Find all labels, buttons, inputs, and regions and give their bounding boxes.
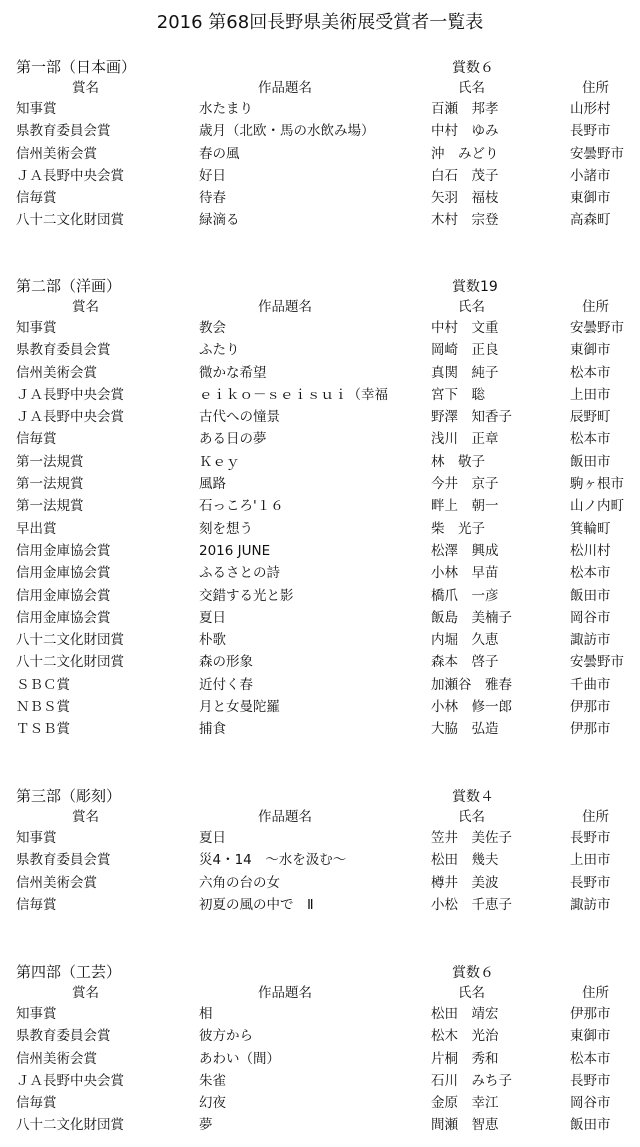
header-name: 氏名: [458, 985, 485, 1001]
table-row: [0, 495, 640, 517]
award-name: 信州美術会賞: [16, 145, 97, 162]
table-row: [0, 1092, 640, 1114]
table-row: [0, 120, 640, 142]
recipient-city: 安曇野市: [570, 320, 624, 336]
recipient-name: 浅川 正章: [431, 431, 499, 448]
table-row: [0, 1025, 640, 1047]
work-title: 相: [199, 1006, 213, 1022]
award-name: 知事賞: [16, 320, 57, 336]
work-title: あわい（間）: [199, 1050, 280, 1067]
work-title: 森の形象: [199, 654, 253, 671]
recipient-city: 伊那市: [570, 1006, 611, 1022]
table-row: [0, 165, 640, 187]
header-work: 作品題名: [258, 299, 312, 315]
column-headers: [0, 297, 640, 317]
table-row: [0, 849, 640, 871]
work-title: 災4・14 ～水を汲む～: [199, 852, 347, 869]
section-header: [0, 56, 640, 78]
work-title: 夏日: [199, 609, 226, 626]
column-headers: [0, 807, 640, 827]
recipient-name: 柴 光子: [431, 520, 485, 537]
work-title: 近付く春: [199, 676, 253, 693]
work-title: 教会: [199, 320, 226, 336]
recipient-name: 森本 啓子: [431, 654, 499, 671]
recipient-city: 諏訪市: [570, 632, 611, 649]
header-award: 賞名: [72, 80, 99, 96]
recipient-city: 松本市: [570, 364, 611, 381]
section-name: 第三部（彫刻）: [16, 787, 122, 805]
award-name: 県教育委員会賞: [16, 1028, 111, 1045]
work-title: 初夏の風の中で Ⅱ: [199, 896, 314, 913]
recipient-city: 東御市: [570, 1028, 611, 1045]
recipient-city: 松本市: [570, 1050, 611, 1067]
header-award: 賞名: [72, 809, 99, 825]
work-title: Ｋｅｙ: [199, 453, 240, 470]
work-title: 六角の台の女: [199, 874, 280, 891]
table-row: [0, 1114, 640, 1136]
recipient-city: 東御市: [570, 342, 611, 359]
recipient-city: 岡谷市: [570, 1095, 611, 1112]
work-title: ふるさとの詩: [199, 565, 280, 582]
table-row: [0, 1070, 640, 1092]
award-name: 信毎賞: [16, 896, 57, 913]
recipient-city: 飯田市: [570, 587, 611, 604]
recipient-name: 片桐 秀和: [431, 1050, 499, 1067]
work-title: 夏日: [199, 830, 226, 846]
recipient-name: 矢羽 福枝: [431, 190, 499, 207]
work-title: 古代への憧景: [199, 409, 280, 426]
header-city: 住所: [582, 809, 609, 825]
work-title: 好日: [199, 167, 226, 184]
header-name: 氏名: [458, 299, 485, 315]
award-name: 信州美術会賞: [16, 364, 97, 381]
recipient-city: 東御市: [570, 190, 611, 207]
table-row: [0, 651, 640, 673]
table-row: [0, 607, 640, 629]
table-row: [0, 718, 640, 740]
recipient-name: 松澤 興成: [431, 542, 499, 559]
recipient-name: 石川 みち子: [431, 1072, 512, 1089]
work-title: 水たまり: [199, 101, 253, 117]
award-name: 信毎賞: [16, 1095, 57, 1112]
recipient-name: 笠井 美佐子: [431, 830, 512, 846]
header-city: 住所: [582, 299, 609, 315]
award-section: [0, 56, 640, 232]
recipient-name: 小松 千恵子: [431, 896, 512, 913]
recipient-name: 畔上 朝一: [431, 498, 499, 515]
header-work: 作品題名: [258, 809, 312, 825]
award-name: 信州美術会賞: [16, 874, 97, 891]
table-row: [0, 562, 640, 584]
recipient-city: 長野市: [570, 1072, 611, 1089]
award-name: 知事賞: [16, 101, 57, 117]
recipient-name: 今井 京子: [431, 476, 499, 493]
recipient-city: 上田市: [570, 386, 611, 403]
page-title: 2016 第68回長野県美術展受賞者一覧表: [156, 12, 484, 33]
recipient-name: 中村 ゆみ: [431, 123, 499, 140]
recipient-city: 松川村: [570, 542, 611, 559]
recipient-name: 金原 幸江: [431, 1095, 499, 1112]
recipient-city: 伊那市: [570, 699, 611, 716]
recipient-name: 飯島 美楠子: [431, 609, 512, 626]
award-name: ＴＳＢ賞: [16, 721, 70, 738]
recipient-name: 沖 みどり: [431, 145, 499, 162]
recipient-name: 松木 光治: [431, 1028, 499, 1045]
award-name: 県教育委員会賞: [16, 852, 111, 869]
work-title: 緑滴る: [199, 212, 240, 229]
recipient-city: 駒ヶ根市: [570, 476, 624, 493]
award-name: 早出賞: [16, 520, 57, 537]
header-award: 賞名: [72, 985, 99, 1001]
work-title: 2016 JUNE: [199, 542, 271, 559]
work-title: 歳月（北欧・馬の水飲み場）: [199, 123, 375, 140]
award-section: [0, 785, 640, 916]
table-row: [0, 696, 640, 718]
header-work: 作品題名: [258, 985, 312, 1001]
award-name: ＪＡ長野中央会賞: [16, 1072, 124, 1089]
table-row: [0, 384, 640, 406]
table-row: [0, 674, 640, 696]
work-title: 待春: [199, 190, 226, 207]
table-row: [0, 629, 640, 651]
award-name: 信州美術会賞: [16, 1050, 97, 1067]
table-row: [0, 339, 640, 361]
award-name: 第一法規賞: [16, 476, 84, 493]
award-name: ＪＡ長野中央会賞: [16, 409, 124, 426]
work-title: 交錯する光と影: [199, 587, 294, 604]
recipient-city: 長野市: [570, 830, 611, 846]
header-name: 氏名: [458, 80, 485, 96]
award-name: 信用金庫協会賞: [16, 587, 111, 604]
award-name: 知事賞: [16, 830, 57, 846]
table-row: [0, 451, 640, 473]
work-title: ｅｉｋｏ－ｓｅｉｓｕｉ（幸福: [199, 386, 388, 403]
header-city: 住所: [582, 985, 609, 1001]
header-city: 住所: [582, 80, 609, 96]
table-row: [0, 540, 640, 562]
recipient-name: 宮下 聡: [431, 386, 485, 403]
award-name: 八十二文化財団賞: [16, 632, 124, 649]
recipient-name: 間瀬 智恵: [431, 1117, 499, 1134]
table-row: [0, 187, 640, 209]
work-title: ある日の夢: [199, 431, 267, 448]
section-header: [0, 785, 640, 807]
header-name: 氏名: [458, 809, 485, 825]
recipient-name: 松田 幾夫: [431, 852, 499, 869]
table-row: [0, 362, 640, 384]
award-section: [0, 961, 640, 1137]
award-count: 賞数６: [452, 60, 494, 76]
work-title: 月と女曼陀羅: [199, 699, 280, 716]
table-row: [0, 473, 640, 495]
recipient-name: 小林 早苗: [431, 565, 499, 582]
recipient-city: 安曇野市: [570, 654, 624, 671]
award-name: 信用金庫協会賞: [16, 542, 111, 559]
recipient-name: 橋爪 一彦: [431, 587, 499, 604]
table-row: [0, 406, 640, 428]
table-row: [0, 317, 640, 339]
award-name: ＮＢＳ賞: [16, 699, 70, 716]
section-header: [0, 961, 640, 983]
header-award: 賞名: [72, 299, 99, 315]
table-row: [0, 894, 640, 916]
recipient-city: 辰野町: [570, 409, 611, 426]
recipient-city: 松本市: [570, 565, 611, 582]
award-name: 信用金庫協会賞: [16, 609, 111, 626]
work-title: 彼方から: [199, 1028, 253, 1045]
award-name: ＪＡ長野中央会賞: [16, 386, 124, 403]
section-name: 第四部（工芸）: [16, 963, 122, 981]
table-row: [0, 98, 640, 120]
award-name: ＳＢＣ賞: [16, 676, 70, 693]
work-title: 春の風: [199, 145, 240, 162]
table-row: [0, 143, 640, 165]
award-name: 県教育委員会賞: [16, 342, 111, 359]
work-title: 朱雀: [199, 1072, 226, 1089]
recipient-city: 長野市: [570, 874, 611, 891]
award-name: 県教育委員会賞: [16, 123, 111, 140]
section-name: 第一部（日本画）: [16, 58, 137, 76]
work-title: 夢: [199, 1117, 213, 1134]
award-name: ＪＡ長野中央会賞: [16, 167, 124, 184]
recipient-city: 飯田市: [570, 453, 611, 470]
recipient-name: 林 敬子: [431, 453, 485, 470]
table-row: [0, 827, 640, 849]
table-row: [0, 209, 640, 231]
award-name: 信毎賞: [16, 431, 57, 448]
work-title: 捕食: [199, 721, 226, 738]
recipient-name: 松田 靖宏: [431, 1006, 499, 1022]
recipient-city: 高森町: [570, 212, 611, 229]
recipient-name: 白石 茂子: [431, 167, 499, 184]
recipient-city: 小諸市: [570, 167, 611, 184]
award-name: 知事賞: [16, 1006, 57, 1022]
recipient-name: 野澤 知香子: [431, 409, 512, 426]
column-headers: [0, 78, 640, 98]
recipient-name: 真関 純子: [431, 364, 499, 381]
recipient-name: 百瀬 邦孝: [431, 101, 499, 117]
award-count: 賞数４: [452, 789, 494, 805]
recipient-name: 岡崎 正良: [431, 342, 499, 359]
column-headers: [0, 983, 640, 1003]
work-title: 刻を想う: [199, 520, 253, 537]
table-row: [0, 518, 640, 540]
award-name: 第一法規賞: [16, 453, 84, 470]
recipient-name: 中村 文重: [431, 320, 499, 336]
award-name: 八十二文化財団賞: [16, 212, 124, 229]
recipient-city: 伊那市: [570, 721, 611, 738]
recipient-city: 岡谷市: [570, 609, 611, 626]
award-count: 賞数６: [452, 965, 494, 981]
work-title: 石っころ'１６: [199, 498, 284, 515]
award-count: 賞数19: [452, 279, 498, 295]
section-header: [0, 275, 640, 297]
recipient-city: 山ノ内町: [570, 498, 624, 515]
recipient-name: 内堀 久恵: [431, 632, 499, 649]
table-row: [0, 428, 640, 450]
recipient-city: 松本市: [570, 431, 611, 448]
recipient-city: 箕輪町: [570, 520, 611, 537]
recipient-name: 加瀬谷 雅春: [431, 676, 512, 693]
header-work: 作品題名: [258, 80, 312, 96]
recipient-city: 上田市: [570, 852, 611, 869]
award-name: 信用金庫協会賞: [16, 565, 111, 582]
recipient-city: 飯田市: [570, 1117, 611, 1134]
recipient-city: 安曇野市: [570, 145, 624, 162]
award-section: [0, 275, 640, 741]
recipient-name: 大脇 弘造: [431, 721, 499, 738]
section-name: 第二部（洋画）: [16, 277, 122, 295]
table-row: [0, 1048, 640, 1070]
recipient-name: 樽井 美波: [431, 874, 499, 891]
award-name: 信毎賞: [16, 190, 57, 207]
work-title: 朴歌: [199, 632, 226, 649]
work-title: 風路: [199, 476, 226, 493]
recipient-city: 諏訪市: [570, 896, 611, 913]
recipient-city: 山形村: [570, 101, 611, 117]
work-title: 微かな希望: [199, 364, 267, 381]
award-name: 第一法規賞: [16, 498, 84, 515]
work-title: 幻夜: [199, 1095, 226, 1112]
work-title: ふたり: [199, 342, 240, 359]
table-row: [0, 585, 640, 607]
recipient-city: 千曲市: [570, 676, 611, 693]
table-row: [0, 1003, 640, 1025]
award-name: 八十二文化財団賞: [16, 1117, 124, 1134]
table-row: [0, 872, 640, 894]
recipient-city: 長野市: [570, 123, 611, 140]
award-name: 八十二文化財団賞: [16, 654, 124, 671]
recipient-name: 小林 修一郎: [431, 699, 512, 716]
recipient-name: 木村 宗登: [431, 212, 499, 229]
